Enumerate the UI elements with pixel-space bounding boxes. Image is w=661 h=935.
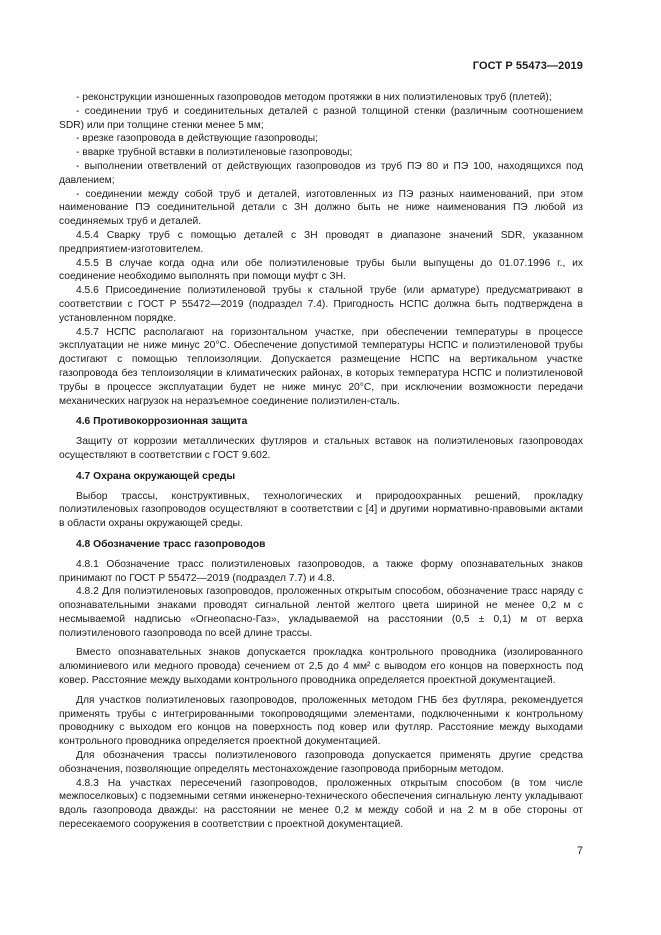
document-code-header: ГОСТ Р 55473—2019 bbox=[472, 60, 583, 72]
clause-4-5-5: 4.5.5 В случае когда одна или обе полиэтиленовые трубы были выпущены до 01.07.1996 г., их соединение необходимо выполнять при помощи муфт с ЗН. bbox=[59, 257, 583, 283]
list-item: - соединении между собой труб и деталей, изготовленных из ПЭ разных наименований, при этом наименование ПЭ соединительной детали с ЗН должно быть не ниже наименования ПЭ любой из соединяемых труб и деталей. bbox=[59, 188, 583, 228]
other-means-paragraph: Для обозначения трассы полиэтиленового газопровода допускается применять другие средства обозначения, позволяющие определять местонахождение газопровода приборным методом. bbox=[59, 750, 583, 775]
clause-4-5-7: 4.5.7 НСПС располагают на горизонтальном участке, при обеспечении температуры в процессе эксплуатации не ниже минус 20°C. Обеспечение допустимой температуры НСПС и полиэтиленовой трубы достигают с помощью теплоизоляции. Допускается размещение НСПС на вертикальном участке газопровода без теплоизоляции в климатических районах, в которых температура НСПС и полиэтиленовой трубы в процессе эксплуатации будет не ниже минус 20°C, при исключении возможности передачи механических нагрузок на неразъемное соединение полиэтилен-сталь. bbox=[59, 326, 583, 407]
clause-4-8-1: 4.8.1 Обозначение трасс полиэтиленовых газопроводов, а также форму опознавательных знаков принимают по ГОСТ Р 55472—2019 (подраздел 7.7) и 4.8. bbox=[59, 558, 583, 584]
list-item: - выполнении ответвлений от действующих газопроводов из труб ПЭ 80 и ПЭ 100, находящихся под давлением; bbox=[59, 160, 583, 186]
hdd-paragraph: Для участков полиэтиленовых газопроводов, проложенных методом ГНБ без футляра, рекомендуется применять трубы с интегрированными токопроводящими элементами, подключенными к контрольному проводнику с выходом его концов на поверхность под ковер или футляр. Расстояние между выходами контрольного проводника определяется проектной документацией. bbox=[59, 694, 583, 748]
clause-4-5-6: 4.5.6 Присоединение полиэтиленовой трубы к стальной трубе (или арматуре) предусматривают в соответствии с ГОСТ Р 55472—2019 (подраздел 7.4). Пригодность НСПС должна быть подтверждена в установленном порядке. bbox=[59, 285, 583, 324]
list-item: - вварке трубной вставки в полиэтиленовые газопроводы; bbox=[76, 147, 353, 159]
section-4-7-text: Выбор трассы, конструктивных, технологических и природоохранных решений, прокладку полиэтиленовых газопроводов осуществляют в соответствии с [4] и другими нормативно-правовыми актами в области охраны окружающей среды. bbox=[59, 490, 583, 530]
section-heading-4-8: 4.8 Обозначение трасс газопроводов bbox=[76, 538, 266, 550]
list-item: - врезке газопровода в действующие газопроводы; bbox=[76, 133, 318, 145]
clause-4-8-2: 4.8.2 Для полиэтиленовых газопроводов, проложенных открытым способом, обозначение трасс наряду с опознавательными знаками проводят сигнальной лентой желтого цвета шириной не менее 0,2 м с несмываемой надписью «Огнеопасно-Газ», укладываемой на расстоянии (0,5 ± 0,1) м от верха полиэтиленового газопровода по всей длине трассы. bbox=[59, 586, 583, 639]
clause-4-5-4: 4.5.4 Сварку труб с помощью деталей с ЗН проводят в диапазоне значений SDR, указанном предприятием-изготовителем. bbox=[59, 229, 583, 255]
list-item: - соединении труб и соединительных деталей с разной толщиной стенки (различным соотношением SDR) или при толщине стенки менее 5 мм; bbox=[59, 105, 583, 131]
clause-4-8-3: 4.8.3 На участках пересечений газопроводов, проложенных открытым способом (в том числе межпоселковых) с подземными сетями инженерно-технического обеспечения сигнальную ленту укладывают вдоль газопровода дважды: на расстоянии не менее 0,2 м между собой и на 2 м в обе стороны от пересекаемого сооружения в соответствии с проектной документацией. bbox=[59, 777, 583, 831]
page-number: 7 bbox=[576, 845, 583, 857]
list-item: - реконструкции изношенных газопроводов методом протяжки в них полиэтиленовых труб (плетей); bbox=[76, 92, 552, 103]
section-heading-4-6: 4.6 Противокоррозионная защита bbox=[76, 416, 248, 428]
section-heading-4-7: 4.7 Охрана окружающей среды bbox=[76, 470, 236, 482]
control-wire-paragraph: Вместо опознавательных знаков допускается прокладка контрольного проводника (изолированного алюминиевого или медного провода) сечением от 2,5 до 4 мм² с выводом его концов на поверхность под ковер. Расстояние между выходами контрольного проводника определяется проектной документацией. bbox=[59, 647, 583, 687]
document-body bbox=[59, 91, 583, 832]
section-4-6-text: Защиту от коррозии металлических футляров и стальных вставок на полиэтиленовых газопроводах осуществляют в соответствии с ГОСТ 9.602. bbox=[59, 436, 583, 461]
